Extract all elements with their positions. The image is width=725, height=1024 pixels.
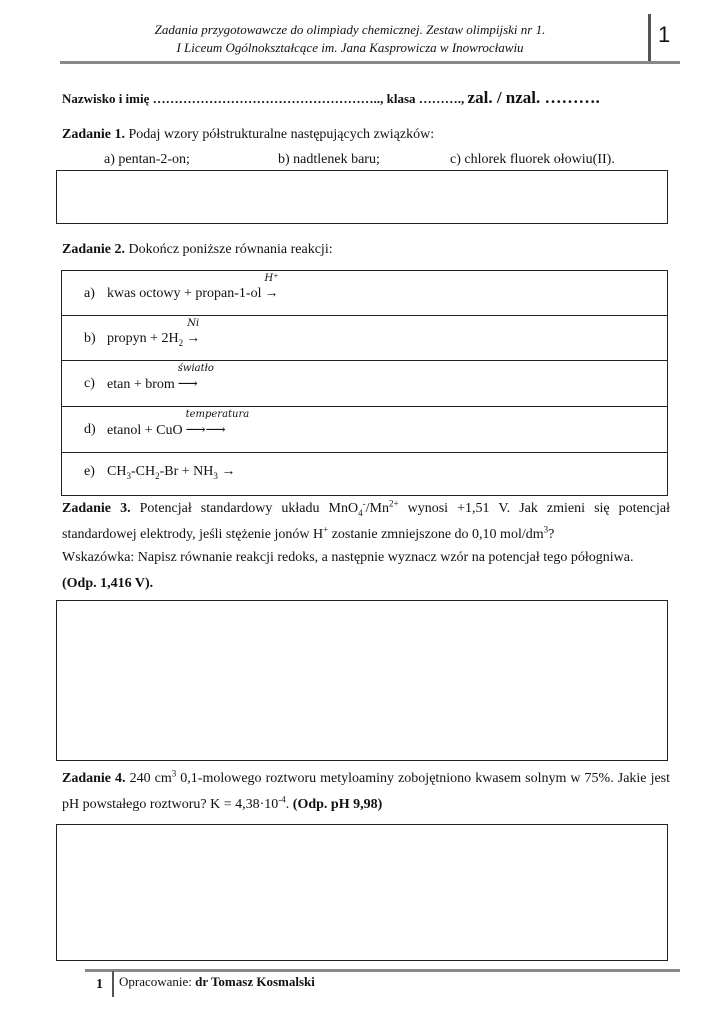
- reaction-c-label: c): [84, 376, 95, 391]
- task1-heading: [62, 127, 434, 143]
- reaction-b-subscript: 2: [178, 337, 184, 348]
- task3-part: Potencjał standardowy układu MnO: [139, 501, 359, 516]
- footer-label: Opracowanie:: [119, 974, 196, 989]
- task1-item-c: c) chlorek fluorek ołowiu(II).: [450, 152, 615, 167]
- footer-credit: [119, 974, 315, 990]
- reaction-b-label: b): [84, 331, 96, 346]
- task3-sup: 3: [543, 524, 549, 535]
- task3-part: zostanie zmniejszone do 0,10 mol/dm: [328, 527, 544, 542]
- reaction-a-equation: [107, 273, 279, 302]
- reaction-d-label: d): [84, 422, 96, 437]
- reaction-row-c[interactable]: [62, 361, 667, 407]
- task3-title: Zadanie 3.: [62, 501, 131, 516]
- task4-text: [62, 766, 670, 818]
- reaction-b-arrow: Ni →: [186, 318, 201, 346]
- reaction-d-text: etanol + CuO: [107, 423, 183, 438]
- reaction-e-part: -CH: [130, 464, 156, 479]
- header-divider: [648, 14, 651, 62]
- task3-part: /Mn: [365, 501, 389, 516]
- reaction-row-e[interactable]: [62, 453, 667, 495]
- reaction-d-condition: temperatura: [185, 409, 250, 420]
- reaction-e-label: e): [84, 464, 95, 479]
- task2-text: Dokończ poniższe równania reakcji:: [128, 242, 333, 257]
- reaction-b-condition: Ni: [187, 318, 200, 329]
- task4-sup: 3: [171, 768, 177, 779]
- task4-part: .: [285, 797, 293, 812]
- task3-part: wynosi +1,51 V. Jak zmieni się potencjał standardowej elektrody, jeśli stężenie jonów H: [62, 501, 670, 542]
- task1-answer-box[interactable]: [56, 170, 668, 224]
- footer-page-number: 1: [96, 977, 103, 992]
- reaction-c-text: etan + brom: [107, 377, 175, 392]
- reaction-a-text: kwas octowy + propan-1-ol: [107, 286, 262, 301]
- task3-part: ?: [548, 527, 555, 542]
- header-line-2: I Liceum Ogólnokształcące im. Jana Kasprowicza w Inowrocławiu: [176, 40, 524, 55]
- task1-item-a: a) pentan-2-on;: [104, 152, 190, 167]
- task3-answer: (Odp. 1,416 V).: [62, 576, 154, 591]
- reaction-c-arrow: światło ⟶: [177, 363, 214, 392]
- task4-sup: -4: [278, 794, 286, 805]
- reaction-e-part: CH: [107, 464, 127, 479]
- name-class-label: Nazwisko i imię …………………………………………….., klasa ……….,: [62, 91, 468, 106]
- header-rule: [60, 61, 680, 64]
- footer-divider: [112, 971, 114, 997]
- task4-answer: (Odp. pH 9,98): [292, 797, 383, 812]
- student-line: [62, 88, 600, 108]
- task2-title: Zadanie 2.: [62, 242, 126, 257]
- reaction-row-a[interactable]: [62, 271, 667, 316]
- task3-text: [62, 496, 670, 548]
- reaction-c-condition: światło: [177, 363, 214, 374]
- reaction-d-arrow: temperatura ⟶⟶: [185, 409, 250, 438]
- reaction-b-equation: [107, 318, 201, 348]
- task3-hint: Wskazówka: Napisz równanie reakcji redoks, a następnie wyznacz wzór na potencjał tego półogniwa.: [62, 550, 634, 565]
- reaction-e-sub: 2: [155, 470, 160, 481]
- reaction-e-arrow: →: [217, 464, 236, 479]
- task4-answer-box[interactable]: [56, 824, 668, 961]
- reaction-a-label: a): [84, 286, 95, 301]
- reaction-a-condition: H⁺: [264, 273, 279, 284]
- reaction-b-text: propyn + 2H: [107, 331, 179, 346]
- task4-title: Zadanie 4.: [62, 771, 126, 786]
- task3-answer-box[interactable]: [56, 600, 668, 761]
- task1-title: Zadanie 1.: [62, 127, 126, 142]
- task3-sup: +: [323, 524, 329, 535]
- reaction-a-arrow: H⁺ →: [264, 273, 279, 301]
- reaction-d-equation: [107, 409, 250, 439]
- reaction-c-equation: [107, 363, 214, 393]
- task4-part: 240 cm: [125, 771, 172, 786]
- task4-part: 0,1-molowego roztworu metyloaminy zobojętniono kwasem solnym w 75%. Jakie jest pH powstałego roztworu? K = 4,38·10: [62, 771, 671, 812]
- reaction-e-sub: 3: [126, 470, 131, 481]
- grade-label: zal. / nzal. ……….: [467, 88, 600, 107]
- reaction-e-part: -Br + NH: [159, 464, 214, 479]
- task1-item-b: b) nadtlenek baru;: [278, 152, 380, 167]
- footer-rule: [85, 969, 680, 972]
- task3-sup: 2+: [388, 498, 399, 509]
- reaction-row-b[interactable]: [62, 316, 667, 361]
- reactions-table: [61, 270, 668, 496]
- header-line-1: Zadania przygotowawcze do olimpiady chemicznej. Zestaw olimpijski nr 1.: [154, 22, 546, 37]
- reaction-row-d[interactable]: [62, 407, 667, 453]
- footer-author: dr Tomasz Kosmalski: [195, 974, 315, 989]
- task3-sup: -: [362, 498, 366, 509]
- header-page-number: 1: [658, 22, 671, 47]
- task1-text: Podaj wzory półstrukturalne następujących związków:: [128, 127, 435, 142]
- task3-sub: 4: [358, 507, 363, 518]
- reaction-e-sub: 3: [213, 470, 218, 481]
- reaction-e-equation: [107, 464, 235, 480]
- task2-heading: [62, 242, 333, 258]
